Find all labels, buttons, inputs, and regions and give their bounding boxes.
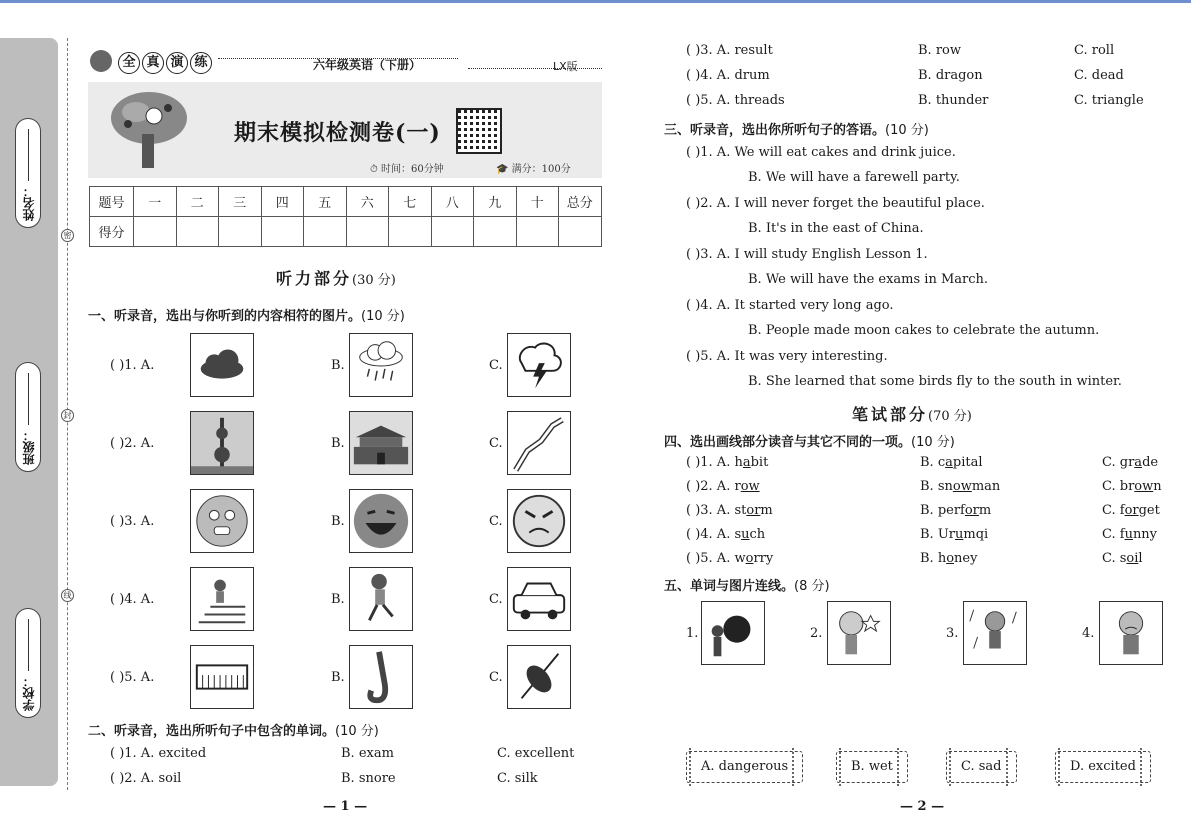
- full-score: [496, 160, 571, 175]
- brand-char-1: 全: [118, 52, 140, 74]
- q4-item-4-b[interactable]: B. Urumqi: [920, 527, 989, 542]
- keyboard-icon[interactable]: [190, 645, 254, 709]
- saxophone-icon[interactable]: [349, 645, 413, 709]
- score-cell: 总分: [559, 187, 602, 217]
- q4-item-2-a[interactable]: ( )2. A. row: [686, 479, 760, 494]
- rain-cloud-icon[interactable]: [349, 333, 413, 397]
- brand-char-3: 演: [166, 52, 188, 74]
- q4-item-2-c[interactable]: C. brown: [1102, 479, 1162, 494]
- boy-climbing-stairs-icon[interactable]: [190, 567, 254, 631]
- q3-item-5-a[interactable]: ( )5. A. It was very interesting.: [686, 349, 888, 364]
- q2-item-3-a[interactable]: ( )3. A. result: [686, 43, 773, 58]
- q1-item-5-number[interactable]: ( )5. A.: [110, 670, 155, 685]
- q1-item-4-number[interactable]: ( )4. A.: [110, 592, 155, 607]
- boy-running-icon[interactable]: [349, 567, 413, 631]
- q4-heading: [664, 431, 955, 450]
- score-table: [89, 186, 602, 247]
- q5-number-3: 3.: [946, 626, 959, 641]
- q1-item-2-number[interactable]: ( )2. A.: [110, 436, 155, 451]
- score-input-row: [90, 217, 602, 247]
- q3-item-2-b[interactable]: B. It's in the east of China.: [748, 221, 924, 236]
- page-header: [88, 44, 602, 80]
- q2-item-5-c[interactable]: C. triangle: [1074, 93, 1144, 108]
- q4-heading-text: 四、选出画线部分读音与其它不同的一项。: [664, 435, 912, 450]
- school-label: 学校：: [21, 675, 36, 711]
- q4-item-1-c[interactable]: C. grade: [1102, 455, 1159, 470]
- clock-icon: ⏱: [370, 164, 381, 175]
- qr-code-icon: [456, 108, 502, 154]
- score-input[interactable]: [176, 217, 219, 247]
- oriental-pearl-tower-icon[interactable]: [190, 411, 254, 475]
- great-wall-icon[interactable]: [507, 411, 571, 475]
- q1-item-3-number[interactable]: ( )3. A.: [110, 514, 155, 529]
- cloud-icon[interactable]: [190, 333, 254, 397]
- score-input[interactable]: [219, 217, 262, 247]
- q2-item-2-b[interactable]: B. snore: [341, 771, 396, 786]
- brand-char-2: 真: [142, 52, 164, 74]
- writing-points: (70 分): [928, 409, 972, 424]
- score-input[interactable]: [559, 217, 602, 247]
- seal-mark-3: 线: [61, 589, 74, 602]
- score-cell: 一: [134, 187, 177, 217]
- edition-label: LX版: [553, 60, 578, 73]
- option-sad[interactable]: C. sad: [946, 751, 1017, 783]
- score-input[interactable]: [304, 217, 347, 247]
- q4-item-4-c[interactable]: C. funny: [1102, 527, 1158, 542]
- q2-item-1-c[interactable]: C. excellent: [497, 746, 575, 761]
- page-number-left: — 1 —: [323, 799, 368, 814]
- q3-item-4-a[interactable]: ( )4. A. It started very long ago.: [686, 298, 894, 313]
- score-input[interactable]: [431, 217, 474, 247]
- q2-points: (10 分): [335, 724, 379, 739]
- listening-points: (30 分): [352, 273, 396, 288]
- score-input[interactable]: [134, 217, 177, 247]
- score-input[interactable]: [389, 217, 432, 247]
- score-cell: 六: [346, 187, 389, 217]
- time-limit: [370, 160, 444, 175]
- top-rule: [0, 0, 1191, 3]
- score-row-label: 得分: [90, 217, 134, 247]
- q4-item-5-c[interactable]: C. soil: [1102, 551, 1143, 566]
- q2-heading-text: 二、听录音，选出所听句子中包含的单词。: [88, 724, 336, 739]
- q2-item-5-b[interactable]: B. thunder: [918, 93, 989, 108]
- logo-target-icon: [90, 50, 112, 72]
- class-field[interactable]: [15, 362, 41, 472]
- school-field[interactable]: [15, 608, 41, 718]
- q2-item-4-c[interactable]: C. dead: [1074, 68, 1124, 83]
- score-input[interactable]: [261, 217, 304, 247]
- page-number-right: — 2 —: [900, 799, 945, 814]
- score-cell: 七: [389, 187, 432, 217]
- score-input[interactable]: [474, 217, 517, 247]
- q1-item-1-number[interactable]: ( )1. A.: [110, 358, 155, 373]
- q2-item-4-b[interactable]: B. dragon: [918, 68, 983, 83]
- q3-item-2-a[interactable]: ( )2. A. I will never forget the beautiful place.: [686, 196, 985, 211]
- q1-item-2-c-label: C.: [489, 436, 503, 451]
- name-label: 姓名：: [21, 185, 36, 221]
- q2-item-1-a[interactable]: ( )1. A. excited: [110, 746, 207, 761]
- score-cell: 题号: [90, 187, 134, 217]
- q5-number-1: 1.: [686, 626, 699, 641]
- q4-item-2-b[interactable]: B. snowman: [920, 479, 1001, 494]
- score-cell: 五: [304, 187, 347, 217]
- brand-char-4: 练: [190, 52, 212, 74]
- listening-section-title: [276, 266, 396, 289]
- q2-item-2-a[interactable]: ( )2. A. soil: [110, 771, 182, 786]
- q3-item-3-a[interactable]: ( )3. A. I will study English Lesson 1.: [686, 247, 928, 262]
- exam-title: 期末模拟检测卷(一): [234, 120, 441, 146]
- class-label: 班级：: [21, 429, 36, 465]
- q4-item-3-c[interactable]: C. forget: [1102, 503, 1160, 518]
- q4-item-3-b[interactable]: B. perform: [920, 503, 992, 518]
- header-rule: [468, 68, 602, 69]
- score-cell: 九: [474, 187, 517, 217]
- score-cell: 四: [261, 187, 304, 217]
- option-excited[interactable]: D. excited: [1055, 751, 1151, 783]
- q2-item-4-a[interactable]: ( )4. A. drum: [686, 68, 770, 83]
- score-input[interactable]: [516, 217, 559, 247]
- seal-mark-2: 封: [61, 409, 74, 422]
- scared-face-icon[interactable]: [190, 489, 254, 553]
- q3-heading-text: 三、听录音，选出你所听句子的答语。: [664, 123, 886, 138]
- laughing-face-icon[interactable]: [349, 489, 413, 553]
- q2-item-3-b[interactable]: B. row: [918, 43, 961, 58]
- q3-item-5-b[interactable]: B. She learned that some birds fly to the south in winter.: [748, 374, 1122, 389]
- tree-icon: [104, 88, 194, 174]
- q1-heading: [88, 305, 405, 324]
- time-text: 时间：60分钟: [380, 164, 444, 175]
- score-cell: 二: [176, 187, 219, 217]
- q5-number-4: 4.: [1082, 626, 1095, 641]
- q3-points: (10 分): [885, 123, 929, 138]
- listening-title-text: 听力部分: [276, 269, 353, 288]
- thunderstorm-icon[interactable]: [507, 333, 571, 397]
- wet-boy-icon[interactable]: [963, 601, 1027, 665]
- q1-item-5-b-label: B.: [331, 670, 345, 685]
- score-cell: 十: [516, 187, 559, 217]
- q1-item-2-b-label: B.: [331, 436, 345, 451]
- q1-item-1-c-label: C.: [489, 358, 503, 373]
- q2-item-3-c[interactable]: C. roll: [1074, 43, 1115, 58]
- name-field[interactable]: [15, 118, 41, 228]
- q3-item-1-b[interactable]: B. We will have a farewell party.: [748, 170, 960, 185]
- q2-heading: [88, 720, 379, 739]
- writing-title-text: 笔试部分: [852, 405, 929, 424]
- q2-item-2-c[interactable]: C. silk: [497, 771, 538, 786]
- q4-item-1-b[interactable]: B. capital: [920, 455, 983, 470]
- q4-item-1-a[interactable]: ( )1. A. habit: [686, 455, 769, 470]
- seal-mark-1: 密: [61, 229, 74, 242]
- q1-points: (10 分): [361, 309, 405, 324]
- subject-title: 六年级英语（下册）: [313, 58, 422, 72]
- q2-item-1-b[interactable]: B. exam: [341, 746, 394, 761]
- q3-item-3-b[interactable]: B. We will have the exams in March.: [748, 272, 989, 287]
- taxi-icon[interactable]: [507, 567, 571, 631]
- score-cell: 三: [219, 187, 262, 217]
- score-input[interactable]: [346, 217, 389, 247]
- q1-heading-text: 一、听录音，选出与你听到的内容相符的图片。: [88, 309, 362, 324]
- q5-points: (8 分): [794, 579, 830, 594]
- q3-heading: [664, 119, 929, 138]
- q1-item-4-c-label: C.: [489, 592, 503, 607]
- graduation-cap-icon: 🎓: [496, 164, 512, 175]
- full-score-text: 满分：100分: [511, 164, 571, 175]
- title-banner: [88, 82, 602, 178]
- violin-icon[interactable]: [507, 645, 571, 709]
- q4-points: (10 分): [911, 435, 955, 450]
- q4-item-4-a[interactable]: ( )4. A. such: [686, 527, 766, 542]
- option-wet[interactable]: B. wet: [836, 751, 908, 783]
- writing-section-title: [852, 402, 972, 425]
- angry-face-icon[interactable]: [507, 489, 571, 553]
- q5-number-2: 2.: [810, 626, 823, 641]
- score-cell: 八: [431, 187, 474, 217]
- bomb-danger-icon[interactable]: [701, 601, 765, 665]
- option-dangerous[interactable]: A. dangerous: [686, 751, 803, 783]
- q3-item-1-a[interactable]: ( )1. A. We will eat cakes and drink juice.: [686, 145, 956, 160]
- q4-item-3-a[interactable]: ( )3. A. storm: [686, 503, 773, 518]
- excited-boy-icon[interactable]: [827, 601, 891, 665]
- tiananmen-icon[interactable]: [349, 411, 413, 475]
- q4-item-5-b[interactable]: B. honey: [920, 551, 978, 566]
- name-line: [28, 129, 29, 181]
- q4-item-5-a[interactable]: ( )5. A. worry: [686, 551, 774, 566]
- q1-item-3-c-label: C.: [489, 514, 503, 529]
- q5-heading-text: 五、单词与图片连线。: [664, 579, 795, 594]
- q3-item-4-b[interactable]: B. People made moon cakes to celebrate the autumn.: [748, 323, 1100, 338]
- q1-item-5-c-label: C.: [489, 670, 503, 685]
- q1-item-1-b-label: B.: [331, 358, 345, 373]
- q1-item-3-b-label: B.: [331, 514, 345, 529]
- school-line: [28, 619, 29, 671]
- q5-heading: [664, 575, 830, 594]
- score-header-row: [90, 187, 602, 217]
- sad-boy-icon[interactable]: [1099, 601, 1163, 665]
- q1-item-4-b-label: B.: [331, 592, 345, 607]
- q2-item-5-a[interactable]: ( )5. A. threads: [686, 93, 785, 108]
- class-line: [28, 373, 29, 425]
